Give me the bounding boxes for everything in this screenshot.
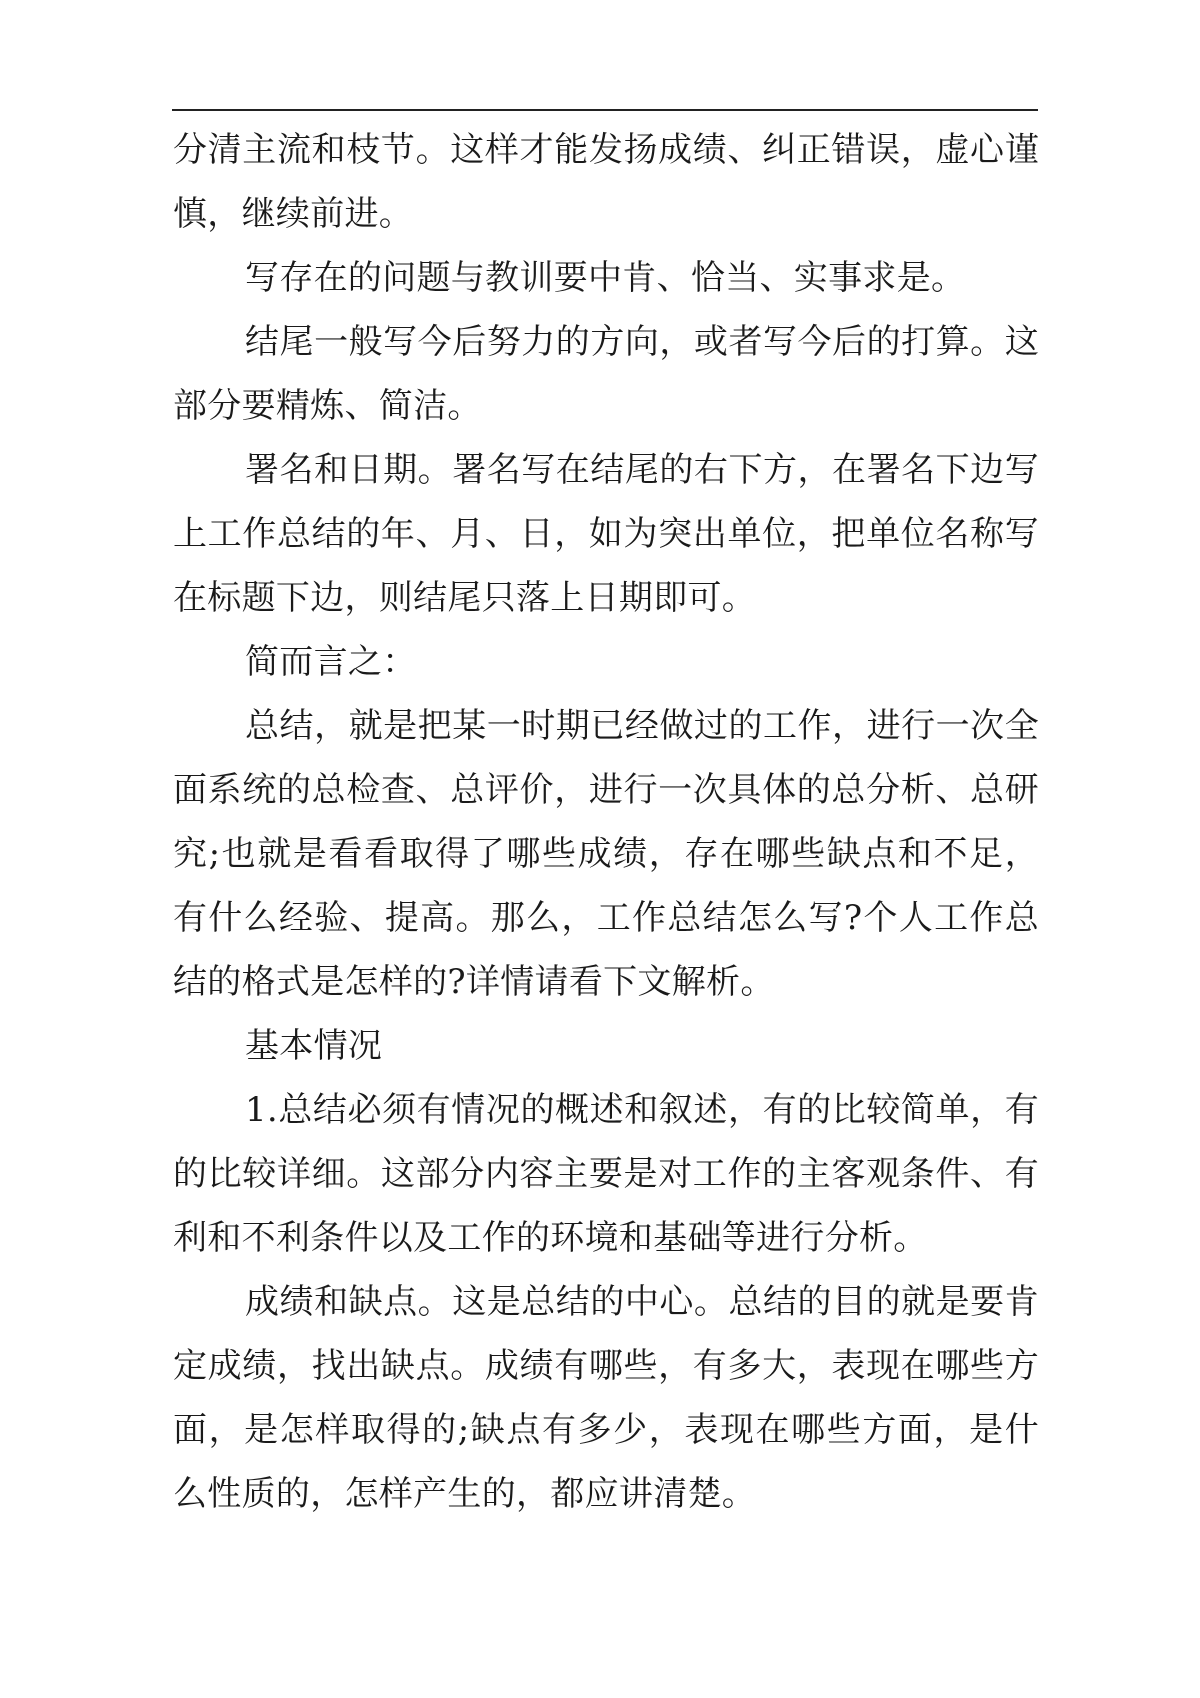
paragraph-3: 结尾一般写今后努力的方向，或者写今后的打算。这部分要精炼、简洁。 xyxy=(173,322,1039,426)
document-body xyxy=(173,118,1039,1526)
paragraph-1: 分清主流和枝节。这样才能发扬成绩、纠正错误，虚心谨慎，继续前进。 xyxy=(173,130,1039,234)
paragraph-9: 成绩和缺点。这是总结的中心。总结的目的就是要肯定成绩，找出缺点。成绩有哪些，有多大，表现在哪些方面，是怎样取得的;缺点有多少，表现在哪些方面，是什么性质的，怎样产生的，都应讲清楚。 xyxy=(173,1282,1039,1514)
paragraph-8: 1.总结必须有情况的概述和叙述，有的比较简单，有的比较详细。这部分内容主要是对工作的主客观条件、有利和不利条件以及工作的环境和基础等进行分析。 xyxy=(173,1090,1039,1258)
paragraph-6: 总结，就是把某一时期已经做过的工作，进行一次全面系统的总检查、总评价，进行一次具体的总分析、总研究;也就是看看取得了哪些成绩，存在哪些缺点和不足，有什么经验、提高。那么，工作总结怎么写?个人工作总结的格式是怎样的?详情请看下文解析。 xyxy=(173,706,1039,1002)
paragraph-5: 简而言之： xyxy=(245,642,417,682)
header-rule xyxy=(172,109,1038,111)
section-heading-basic-situation: 基本情况 xyxy=(245,1026,383,1066)
paragraph-2: 写存在的问题与教训要中肯、恰当、实事求是。 xyxy=(245,258,966,298)
paragraph-4: 署名和日期。署名写在结尾的右下方，在署名下边写上工作总结的年、月、日，如为突出单位，把单位名称写在标题下边，则结尾只落上日期即可。 xyxy=(173,450,1039,618)
